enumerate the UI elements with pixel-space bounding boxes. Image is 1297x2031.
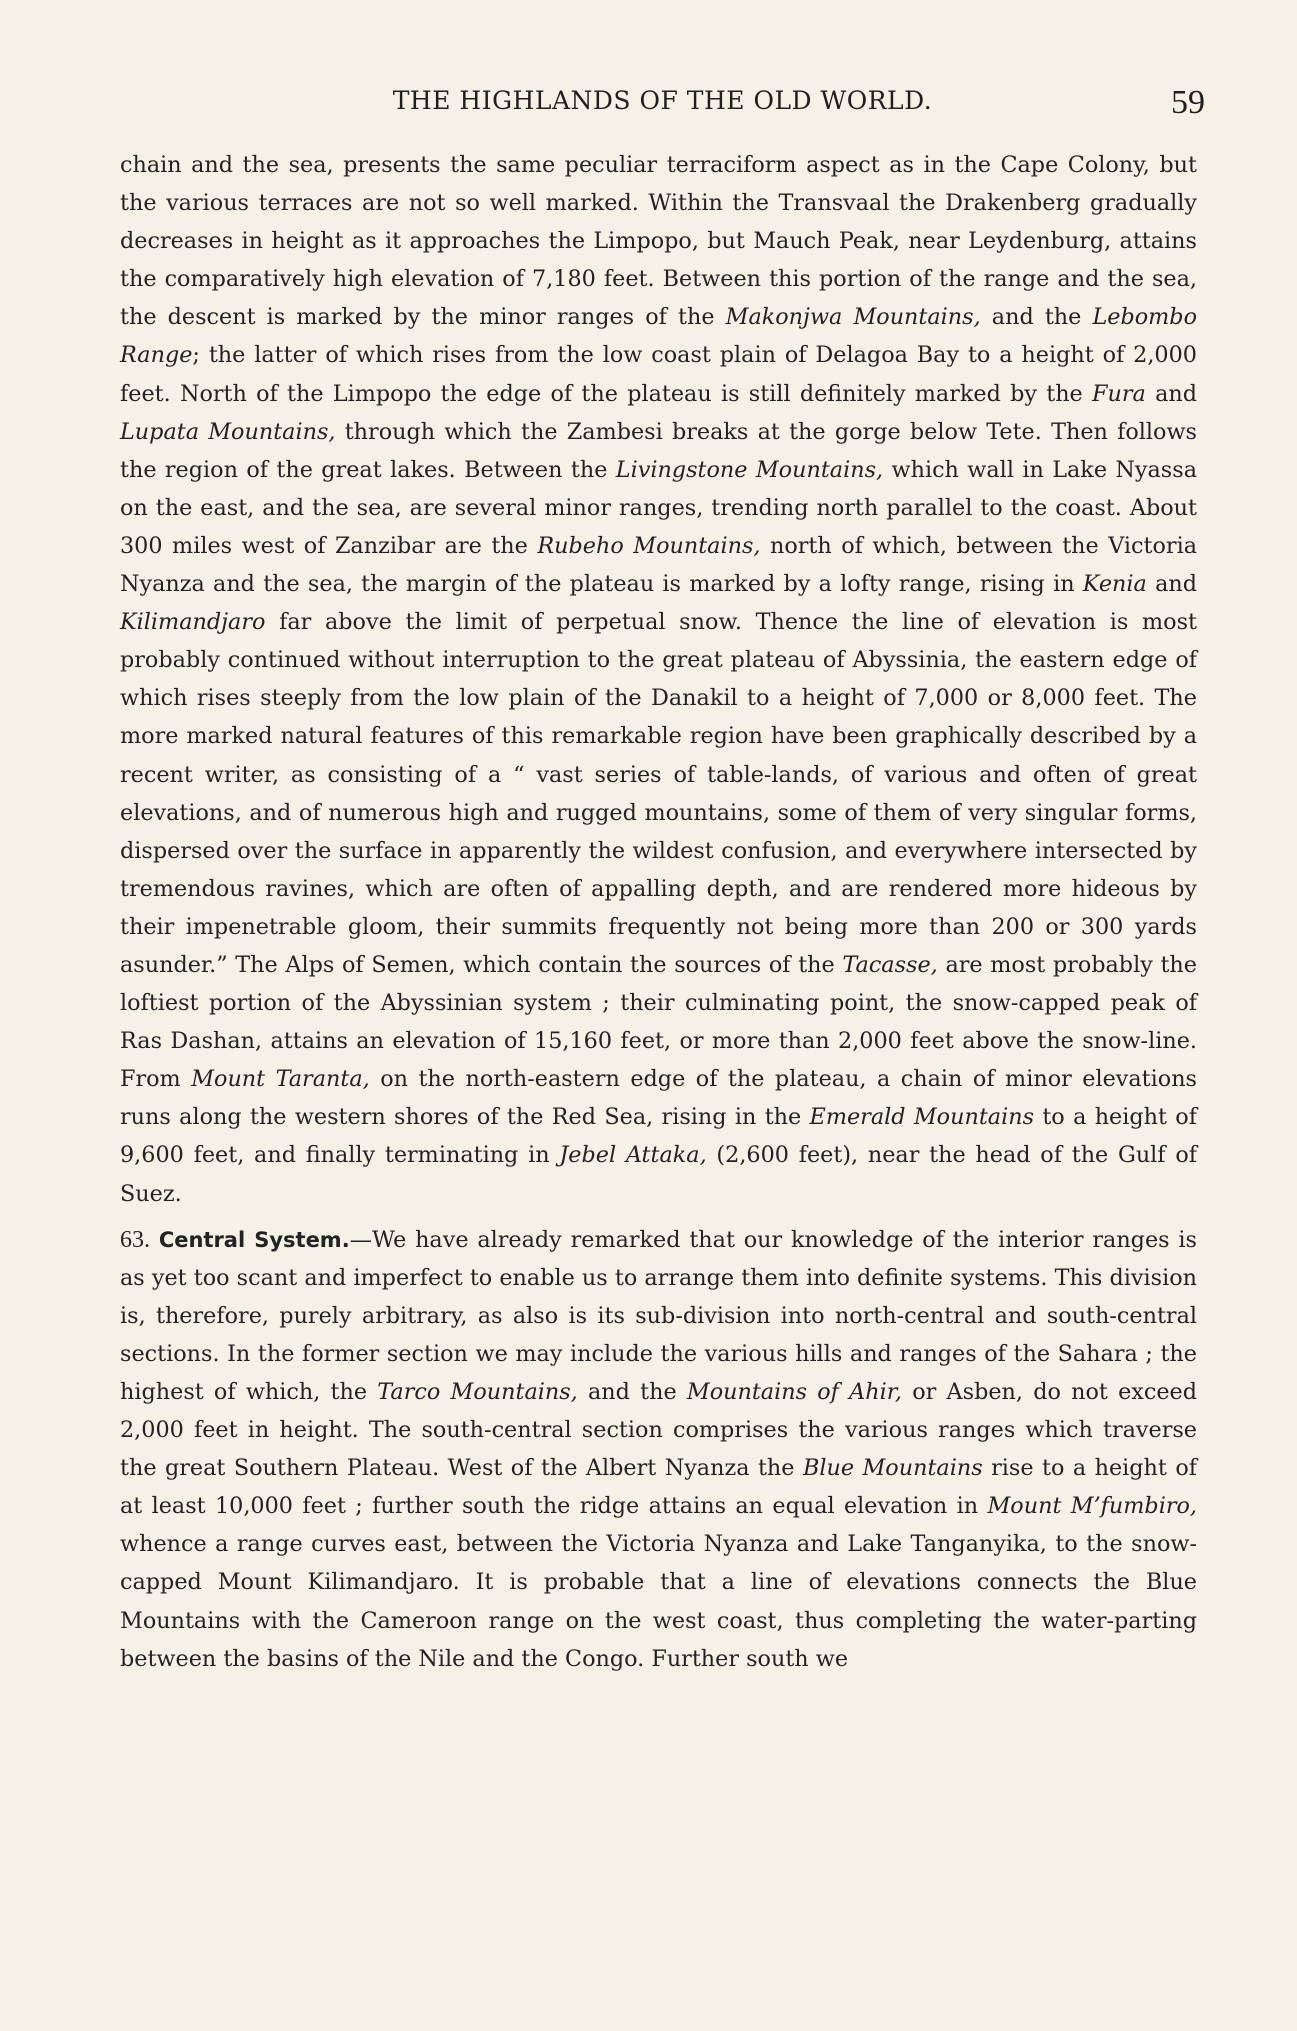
section-heading: Central System. (158, 1227, 350, 1252)
text-run: rise to a height of at least 10,000 feet ; further south the ridge attains an equal elevation in (120, 1455, 1197, 1520)
text-run: chain and the sea, presents the same peculiar terraciform aspect as in the Cape Colony, but the various terraces are not so well marked. Within the Transvaal the Drakenberg gradually decreases in height as it approaches the Limpopo, but Mauch Peak, near Leydenburg, attains the comparatively high elevation of 7,180 feet. Between this portion of the range and the sea, the descent is marked by the minor ranges of the (120, 152, 1197, 331)
text-run: or Asben, do not exceed 2,000 feet in height. The south-central section comprises the various ranges which traverse the great Southern Plateau. West of the Albert Nyanza the (120, 1379, 1198, 1482)
page-header (120, 84, 1205, 134)
body-text (120, 146, 1197, 1678)
italic-term: Blue Mountains (802, 1455, 983, 1482)
italic-term: Jebel Attaka, (559, 1142, 707, 1169)
italic-term: Kilimandjaro (120, 609, 266, 636)
text-run: whence a range curves east, between the Victoria Nyanza and Lake Tanganyika, to the snow-capped Mount Kilimandjaro. It is probable that a line of elevations connects the Blue Mountains with the Cameroon range on the west coast, thus completing the water-parting between the basins of the Nile and the Congo. Further south we (120, 1531, 1197, 1672)
text-run: and (1146, 571, 1198, 598)
text-run: (2,600 feet), near the head of the Gulf of Suez. (120, 1142, 1197, 1207)
italic-term: Mountains of Ahir, (686, 1379, 903, 1405)
paragraph-2 (120, 1221, 1197, 1678)
section-number: 63. (120, 1226, 150, 1253)
italic-term: Tarco Mountains, (377, 1379, 578, 1405)
text-run: and the (577, 1379, 687, 1405)
text-run: north of which, between the Victoria Nyanza and the sea, the margin of the plateau is marked by a lofty range, rising in (120, 532, 1197, 598)
text-run: —We have already remarked that our knowledge of the interior ranges is as yet too scant and imperfect to enable us to arrange them into definite systems. This division is, therefore, purely arbitrary, as also is its sub-division into north-central and south-central sections. In the former section we may include the various hills and ranges of the Sahara ; the highest of which, the (120, 1226, 1197, 1405)
text-run: through which the Zambesi breaks at the gorge below Tete. Then follows the region of the great lakes. Between the (120, 418, 1198, 483)
italic-term: Emerald Mountains (809, 1104, 1035, 1131)
running-head: THE HIGHLANDS OF THE OLD WORLD. (392, 86, 933, 115)
italic-term: Mount Taranta, (191, 1066, 370, 1093)
italic-term: Rubeho Mountains, (537, 532, 761, 559)
text-run: and the (980, 304, 1093, 331)
italic-term: Mount M’fumbiro, (987, 1493, 1197, 1520)
text-run: and (1145, 380, 1197, 407)
text-run: to a height of 9,600 feet, and finally terminating in (120, 1104, 1197, 1169)
italic-term: Kenia (1082, 571, 1147, 598)
text-run: on the north-eastern edge of the plateau, a chain of minor elevations runs along the western shores of the Red Sea, rising in the (120, 1066, 1197, 1131)
paragraph-1 (120, 146, 1197, 1213)
italic-term: Fura (1092, 380, 1146, 407)
italic-term: Livingstone Mountains, (615, 456, 884, 483)
page-number: 59 (1171, 84, 1205, 121)
text-run: are most probably the loftiest portion of the Abyssinian system ; their culminating point, the snow-capped peak of Ras Dashan, attains an elevation of 15,160 feet, or more than 2,000 feet above the snow-line. From (120, 951, 1197, 1093)
text-run: which wall in Lake Nyassa on the east, and the sea, are several minor ranges, trending north parallel to the coast. About 300 miles west of Zanzibar are the (120, 456, 1197, 559)
italic-term: Lupata Mountains, (120, 418, 336, 445)
italic-term: Lebombo Range (120, 304, 1197, 369)
italic-term: Makonjwa Mountains, (725, 304, 981, 331)
text-run: far above the limit of perpetual snow. Thence the line of elevation is most probably continued without interruption to the great plateau of Abyssinia, the eastern edge of which rises steeply from the low plain of the Danakil to a height of 7,000 or 8,000 feet. The more marked natural features of this remarkable region have been graphically described by a recent writer, as consisting of a “ vast series of table-lands, of various and often of great elevations, and of numerous high and rugged mountains, some of them of very singular forms, dispersed over the surface in apparently the wildest confusion, and everywhere intersected by tremendous ravines, which are often of appalling depth, and are rendered more hideous by their impenetrable gloom, their summits frequently not being more than 200 or 300 yards asunder.” The Alps of Semen, which contain the sources of the (120, 609, 1197, 978)
text-run: ; the latter of which rises from the low coast plain of Delagoa Bay to a height of 2,000 feet. North of the Limpopo the edge of the plateau is still definitely marked by the (120, 342, 1197, 407)
italic-term: Tacasse, (842, 951, 938, 978)
